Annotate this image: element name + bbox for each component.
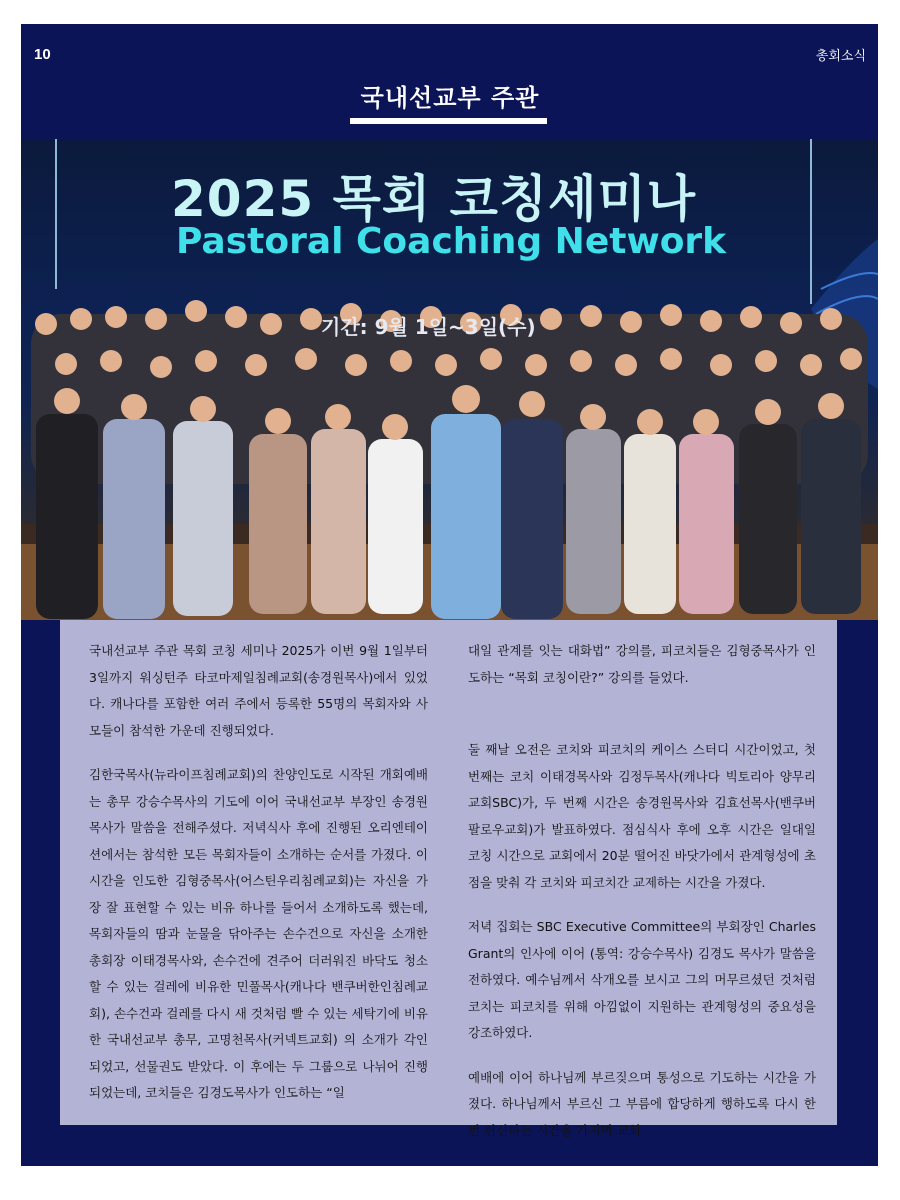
article-paragraph: 대일 관계를 잇는 대화법” 강의를, 피코치들은 김형중목사가 인도하는 “목회 코칭이란?” 강의를 들었다. [468,643,816,685]
article-paragraph: 김한국목사(뉴라이프침례교회)의 찬양인도로 시작된 개회예배는 총무 강승수목사의 기도에 이어 국내선교부 부장인 송경원목사가 말씀을 전해주셨다. 저녁식사 후에 진행된 오리엔테이션에서는 참석한 모든 목회자들이 소개하는 순서를 가졌다. 이 시간을 인도한 김형중목사(어스틴우리침례교회)는 자신을 가장 잘 표현할 수 있는 비유 하나를 들어서 소개하도록 했는데, 목회자들의 땀과 눈물을 닦아주는 손수건으로 자신을 소개한 총회장 이태경목사와, 손수건에 견주어 더러워진 바닥도 청소할 수 있는 걸레에 비유한 민풀목사(캐나다 밴쿠버한인침례교회), 손수건과 걸레를 다시 새 것처럼 빨 수 있는 세탁기에 비유한 국내선교부 총무, 고명천목사(커넥트교회) 의 소개가 각인되었고, 선물권도 받았다. 이 후에는 두 그룹으로 나뉘어 진행되었는데, 코치들은 김경도목사가 인도하는 “일 [89,767,428,1100]
article-panel [60,620,837,1138]
section-label: 총회소식 [815,49,866,64]
page-number: 10 [34,46,51,63]
article-column-left [89,638,428,1125]
header-underline [350,118,547,124]
article-paragraph: 둘 째날 오전은 코치와 피코치의 케이스 스터디 시간이었고, 첫 번째는 코치 이태경목사와 김정두목사(캐나다 빅토리아 양무리교회SBC)가, 두 번째 시간은 송경원목사와 김효선목사(밴쿠버 팔로우교회)가 발표하였다. 점심식사 후에 오후 시간은 일대일 코칭 시간으로 교회에서 20분 떨어진 바닷가에서 관계형성에 초점을 맞춰 각 코치와 피코치간 교제하는 시간을 가졌다. [468,742,816,890]
banner-title-korean: 2025 목회 코칭세미나 [171,170,697,228]
group-photo [21,139,878,620]
article-paragraph: 예배에 이어 하나님께 부르짖으며 통성으로 기도하는 시간을 가졌다. 하나님께서 부르신 그 부름에 합당하게 행하도록 다시 한번 헌신하는 시간을 가지며 교회 [468,1069,816,1138]
banner-date: 기간: 9월 1일~3일(수) [321,315,536,339]
header-title: 국내선교부 주관 [360,84,540,112]
article-paragraph: 저녁 집회는 SBC Executive Committee의 부회장인 Charles Grant의 인사에 이어 (통역: 강승수목사) 김경도 목사가 말씀을 전하였다. 예수님께서 삭개오를 보시고 그의 머무르셨던 것처럼 코치는 피코치를 위해 아낌없이 지원하는 관계형성의 중요성을 강조하였다. [468,919,816,1040]
article-paragraph: 국내선교부 주관 목회 코칭 세미나 2025가 이번 9월 1일부터 3일까지 워싱턴주 타코마제일침례교회(송경원목사)에서 있었다. 캐나다를 포함한 여러 주에서 등록한 55명의 목회자와 사모들이 참석한 가운데 진행되었다. [89,643,428,738]
banner-title-english: Pastoral Coaching Network [176,221,727,262]
article-column-right [468,638,816,1162]
